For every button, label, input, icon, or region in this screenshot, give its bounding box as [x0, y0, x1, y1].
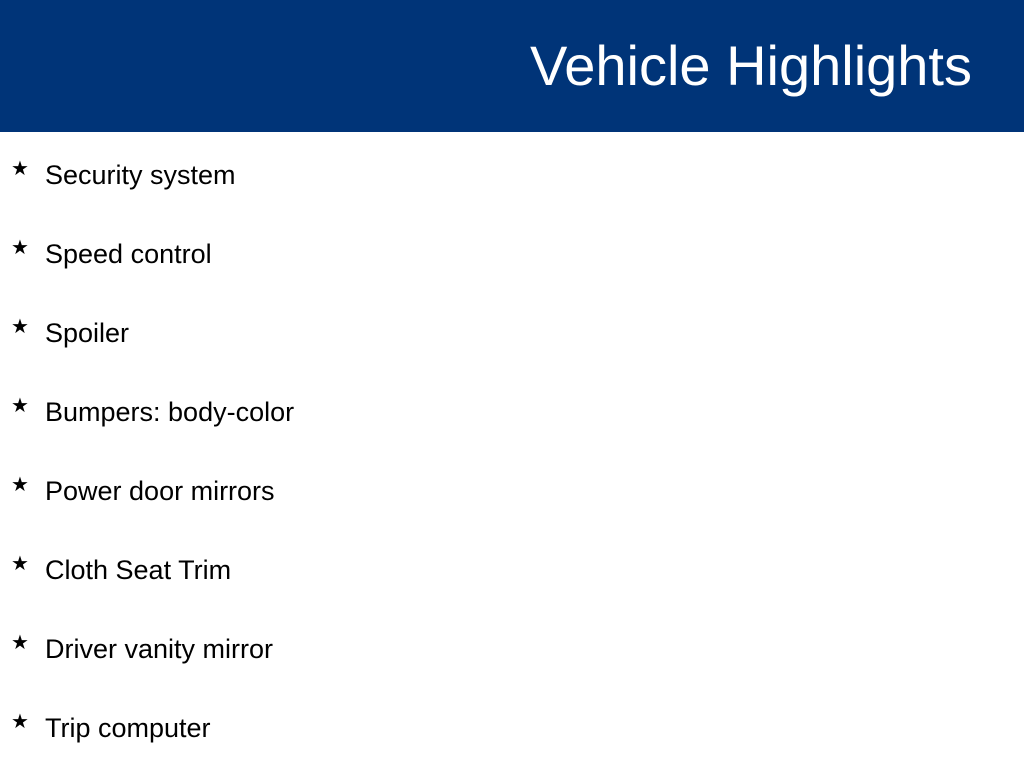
- list-item: [0, 705, 600, 745]
- list-item: [0, 389, 600, 429]
- list-item-label: Security system: [45, 160, 236, 190]
- star-icon: ★: [11, 158, 29, 180]
- list-item: [0, 310, 600, 350]
- list-item-label: Power door mirrors: [45, 476, 275, 506]
- star-icon: ★: [11, 316, 29, 338]
- list-item-label: Trip computer: [45, 713, 211, 743]
- list-item-label: Spoiler: [45, 318, 130, 348]
- header-banner: [0, 0, 1024, 132]
- star-icon: ★: [11, 237, 29, 259]
- star-icon: ★: [11, 632, 29, 654]
- star-icon: ★: [11, 474, 29, 496]
- star-icon: ★: [11, 395, 29, 417]
- list-item: [0, 468, 600, 508]
- list-item: [0, 152, 600, 192]
- list-item: [0, 231, 600, 271]
- list-item-label: Bumpers: body-color: [45, 397, 295, 427]
- star-icon: ★: [11, 553, 29, 575]
- list-item-label: Speed control: [45, 239, 212, 269]
- star-icon: ★: [11, 711, 29, 733]
- page-title: Vehicle Highlights: [529, 34, 972, 97]
- list-item: [0, 626, 600, 666]
- list-item-label: Driver vanity mirror: [45, 634, 274, 664]
- list-item: [0, 547, 600, 587]
- list-item-label: Cloth Seat Trim: [45, 555, 232, 585]
